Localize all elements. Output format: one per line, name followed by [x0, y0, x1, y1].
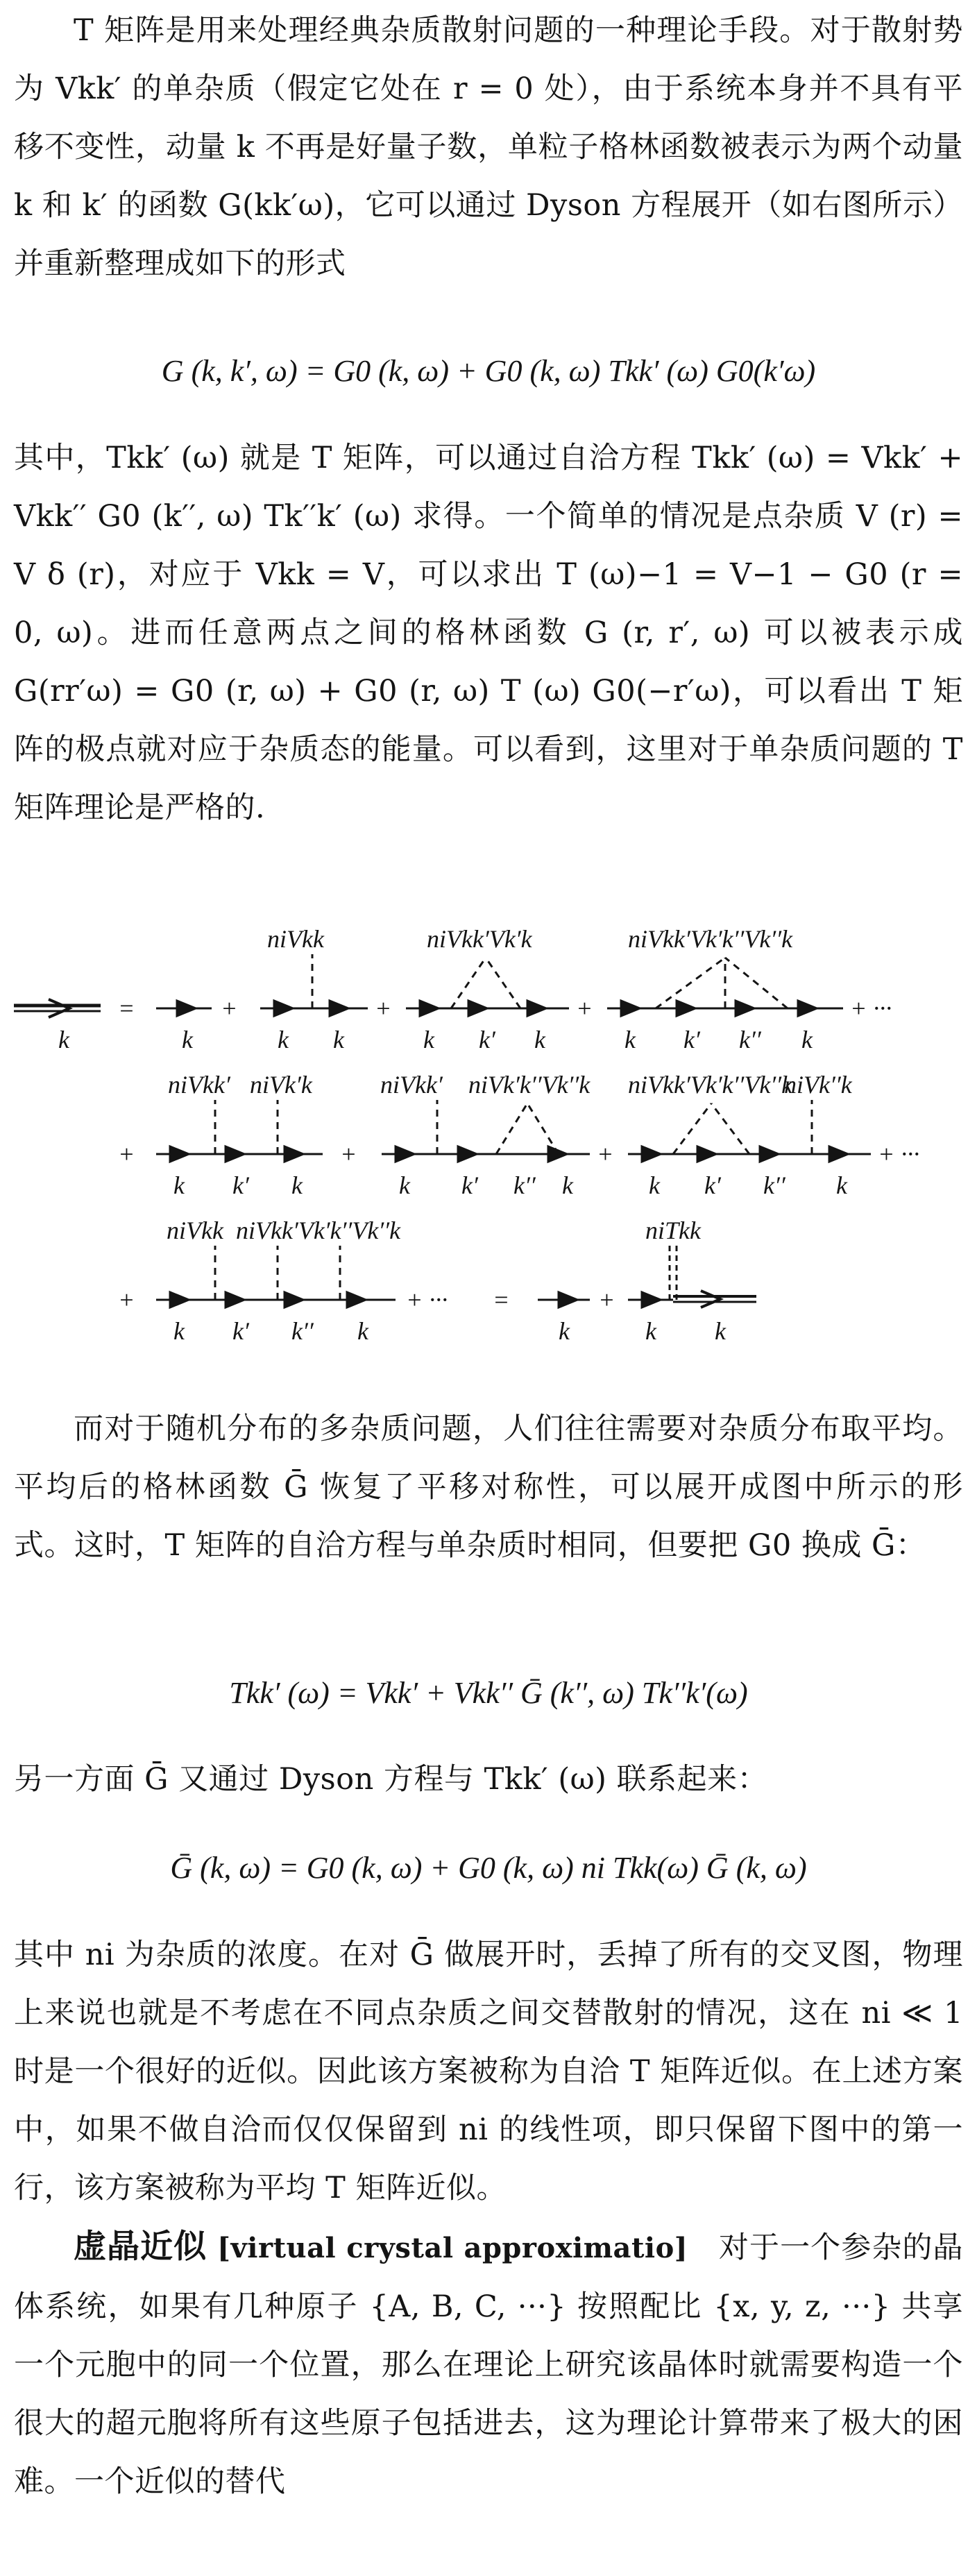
vertex-label: niVkk — [167, 1217, 223, 1244]
label-k: k — [423, 1026, 434, 1053]
two-impurity-diagram — [156, 1100, 323, 1162]
label-k: k — [399, 1171, 410, 1199]
label-k: k — [58, 1026, 69, 1053]
label-k-prime: k′ — [479, 1026, 495, 1053]
label-k-prime: k′ — [683, 1026, 700, 1053]
single-scattering-diagram — [260, 954, 368, 1016]
equation-self-consistent-t — [0, 1672, 977, 1714]
label-k: k — [333, 1026, 344, 1053]
label-k-prime: k′ — [461, 1171, 478, 1199]
equals-sign: = — [493, 1286, 510, 1314]
mixed-scattering-diagram — [382, 1100, 590, 1162]
three-impurity-diagram — [156, 1246, 396, 1307]
label-k: k — [291, 1171, 303, 1199]
vertex-label: niVkk — [267, 925, 324, 953]
double-scattering-diagram — [406, 958, 569, 1016]
paragraph-virtual-crystal-text: 对于一个参杂的晶体系统，如果有几种原子 {A, B, C, ···} 按照配比 {x, y, z, ···} 共享一个元胞中的同一个位置，那么在理论上研究该晶体时就需要构造一个很大的超元胞将所有这些原子包括进去，这为理论计算带来了极大的困难。一个近似的替代 — [14, 2230, 964, 2499]
label-k: k — [182, 1026, 193, 1053]
vertex-label: niVkk′Vk′k′′Vk′′k — [628, 1071, 793, 1099]
t-matrix-insertion — [628, 1246, 756, 1307]
label-k: k — [836, 1171, 847, 1199]
triple-scattering-diagram — [607, 958, 843, 1016]
label-k: k — [645, 1317, 656, 1345]
vertex-label: niVk′k — [250, 1071, 312, 1099]
vertex-label: niVk′k′′Vk′′k — [468, 1071, 591, 1099]
vertex-label: niTkk — [645, 1217, 701, 1244]
vertex-label: niVkk′ — [168, 1071, 230, 1099]
label-k: k — [562, 1171, 573, 1199]
paragraph-virtual-crystal — [14, 2217, 963, 2511]
equation-text: Tkk′ (ω) = Vkk′ + Vkk′′ Ḡ (k′′, ω) Tk′′k′(ω) — [229, 1676, 748, 1710]
plus-sign: + — [118, 1286, 135, 1314]
ellipsis: + ··· — [878, 1140, 920, 1168]
vertex-label: niVkk′ — [380, 1071, 443, 1099]
ellipsis: + ··· — [406, 1286, 448, 1314]
label-k-prime: k′ — [232, 1171, 249, 1199]
plus-sign: + — [340, 1140, 357, 1168]
equation-text: Ḡ (k, ω) = G0 (k, ω) + G0 (k, ω) ni Tkk(ω) Ḡ (k, ω) — [170, 1851, 807, 1885]
dressed-propagator — [14, 999, 101, 1017]
plus-sign: + — [576, 994, 593, 1022]
equation-averaged-green-function — [0, 1847, 977, 1889]
vertex-label: niVkk′Vk′k′′Vk′′k — [236, 1217, 401, 1244]
label-k: k — [559, 1317, 570, 1345]
paragraph-multi-impurity: 而对于随机分布的多杂质问题，人们往往需要对杂质分布取平均。平均后的格林函数 Ḡ 恢复了平移对称性，可以展开成图中所示的形式。这时，T 矩阵的自洽方程与单杂质时相同，但要把 G0 换成 Ḡ： — [14, 1412, 963, 1563]
label-k: k — [649, 1171, 660, 1199]
mixed-scattering-diagram-2 — [628, 1100, 871, 1162]
label-k-double-prime: k′′ — [291, 1317, 314, 1345]
label-k-prime: k′ — [704, 1171, 721, 1199]
vertex-label: niVk′′k — [784, 1071, 852, 1099]
dyson-expansion-diagram — [0, 881, 977, 1388]
bare-propagator-rhs — [538, 1292, 590, 1307]
paragraph-t-matrix-intro: T 矩阵是用来处理经典杂质散射问题的一种理论手段。对于散射势为 Vkk′ 的单杂质（假定它处在 r = 0 处），由于系统本身并不具有平移不变性，动量 k 不再是好量子数，单粒子格林函数被表示为两个动量 k 和 k′ 的函数 G(kk′ω)，它可以通过 Dyson 方程展开（如右图所示）并重新整理成如下的形式 — [14, 13, 963, 281]
paragraph-dyson-link: 另一方面 Ḡ 又通过 Dyson 方程与 Tkk′ (ω) 联系起来： — [14, 1762, 768, 1797]
label-k-prime: k′ — [232, 1317, 249, 1345]
paragraph-self-consistent-approx: 其中 ni 为杂质的浓度。在对 Ḡ 做展开时，丢掉了所有的交叉图，物理上来说也就是不考虑在不同点杂质之间交替散射的情况，这在 ni ≪ 1 时是一个很好的近似。因此该方案被称为自洽 T 矩阵近似。在上述方案中，如果不做自洽而仅仅保留到 ni 的线性项，即只保留下图中的第一行，该方案被称为平均 T 矩阵近似。 — [14, 1938, 963, 2205]
bare-propagator — [156, 1001, 212, 1016]
vertex-label: niVkk′Vk′k′′Vk′′k — [628, 925, 793, 953]
section-heading-cn: 虚晶近似 — [74, 2228, 207, 2264]
label-k: k — [278, 1026, 289, 1053]
equals-sign: = — [118, 994, 135, 1022]
label-k-double-prime: k′′ — [739, 1026, 761, 1053]
label-k: k — [625, 1026, 636, 1053]
label-k-double-prime: k′′ — [513, 1171, 536, 1199]
equation-text: G (k, k′, ω) = G0 (k, ω) + G0 (k, ω) Tkk′ (ω) G0(k′ω) — [161, 354, 816, 388]
section-heading-en: [virtual crystal approximatio] — [217, 2232, 688, 2264]
label-k: k — [715, 1317, 726, 1345]
plus-sign: + — [597, 1140, 614, 1168]
plus-sign: + — [375, 994, 392, 1022]
paragraph-t-matrix-self-consistent: 其中，Tkk′ (ω) 就是 T 矩阵，可以通过自洽方程 Tkk′ (ω) = Vkk′ + Vkk′′ G0 (k′′, ω) Tk′′k′ (ω) 求得。一个简单的情况是点杂质 V (r) = V δ (r)，对应于 Vkk = V，可以求出 T (ω)−1 = V−1 − G0 (r = 0, ω)。进而任意两点之间的格林函数 G (r, r′, ω) 可以被表示成 G(rr′ω) = G0 (r, ω) + G0 (r, ω) T (ω) G0(−r′ω)，可以看出 T 矩阵的极点就对应于杂质态的能量。可以看到，这里对于单杂质问题的 T 矩阵理论是严格的. — [14, 441, 963, 825]
label-k: k — [357, 1317, 368, 1345]
label-k: k — [173, 1171, 185, 1199]
label-k-double-prime: k′′ — [763, 1171, 785, 1199]
label-k: k — [801, 1026, 813, 1053]
label-k: k — [173, 1317, 185, 1345]
ellipsis: + ··· — [850, 994, 892, 1022]
equation-green-function-t-matrix — [0, 350, 977, 392]
plus-sign: + — [118, 1140, 135, 1168]
plus-sign: + — [221, 994, 238, 1022]
vertex-label: niVkk′Vk′k — [427, 925, 532, 953]
plus-sign: + — [598, 1286, 615, 1314]
label-k: k — [534, 1026, 545, 1053]
